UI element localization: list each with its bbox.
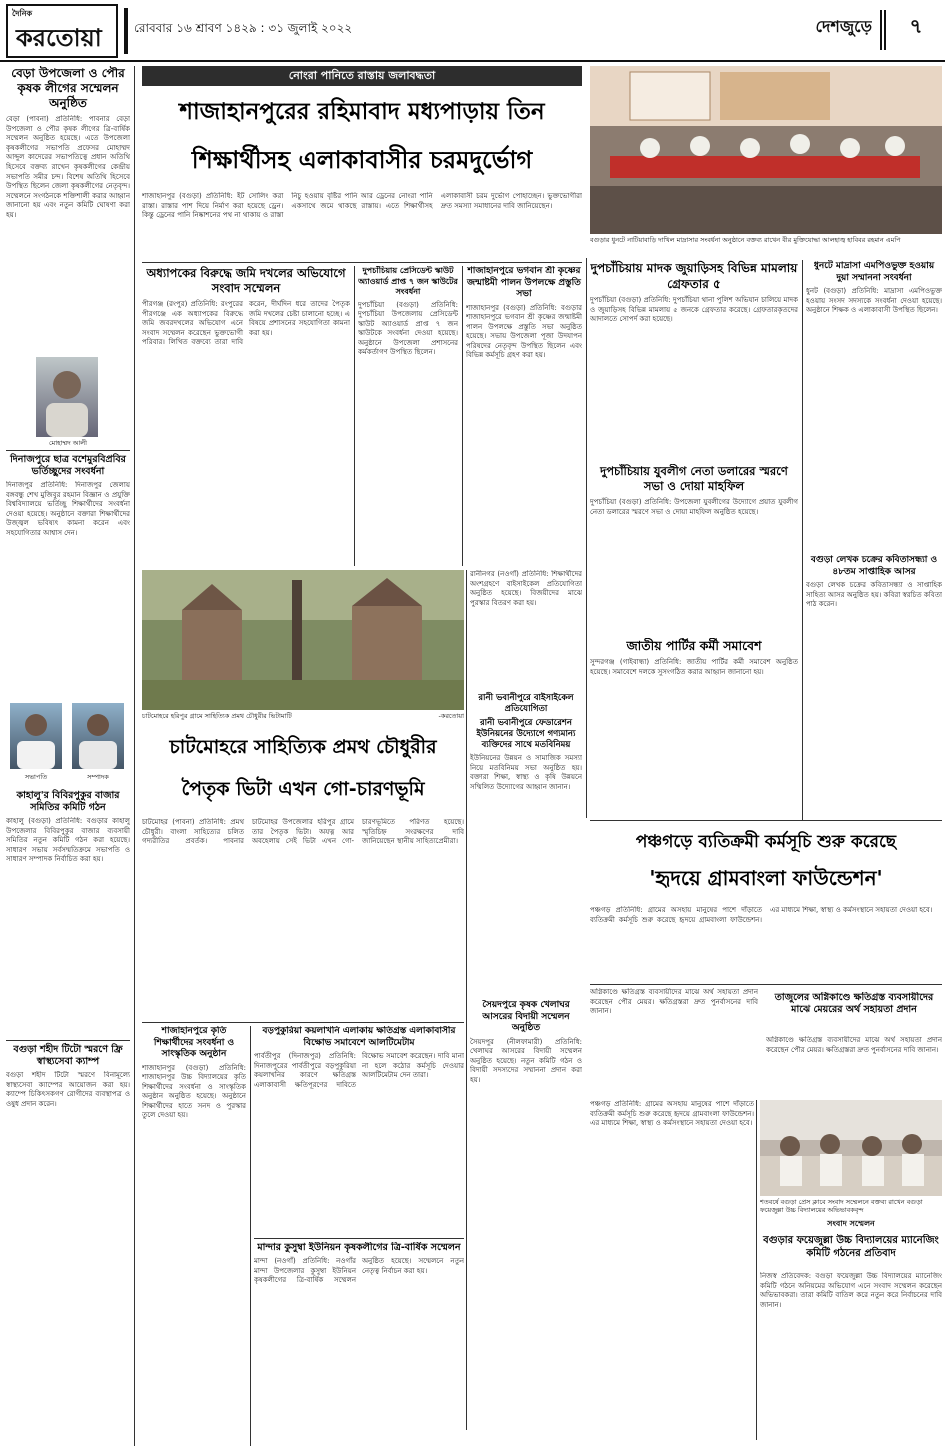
article-fire-aid xyxy=(590,988,942,1096)
body-syedpur: সৈয়দপুর (নীলফামারী) প্রতিনিধি: খেলাঘর আসরের বিদায়ী সম্মেলন অনুষ্ঠিত হয়েছে। নতুন কমিটি গঠন ও বিদায়ী সদস্যদের সম্মাননা প্রদান করা হয়। xyxy=(470,1037,582,1084)
feature-title-line1: চাটমোহরে সাহিত্যিক প্রমথ চৌধুরীর xyxy=(169,736,437,758)
body-kusumba: মান্দা (নওগাঁ) প্রতিনিধি: নওগাঁর মান্দা উপজেলার কুসুম্বা ইউনিয়ন কৃষকলীগের ত্রি-বার্ষিক সম্মেলন অনুষ্ঠিত হয়েছে। সম্মেলনে নতুন নেতৃত্ব নির্বাচন করা হয়। xyxy=(254,1257,464,1285)
feature-body: চাটমোহর (পাবনা) প্রতিনিধি: প্রমথ চৌধুরী। বাংলা সাহিত্যের চলিত গদ্যরীতির প্রবর্তক। পাবনার চাটমোহর উপজেলার হরিপুর গ্রামে তার পৈতৃক ভিটা। অযত্ন আর অবহেলায় সেই ভিটা এখন গো-চারণভূমিতে পরিণত হয়েছে। স্মৃতিচিহ্ন সংরক্ষণের দাবি জানিয়েছেন স্থানীয় সাহিত্যপ্রেমীরা। xyxy=(142,818,464,846)
feature-title-line2: পৈতৃক ভিটা এখন গো-চারণভূমি xyxy=(181,778,425,800)
headline-cycle: রানী ভবানীপুরে বাইসাইকেল প্রতিযোগিতা xyxy=(478,693,574,714)
article-syedpur xyxy=(470,1000,582,1200)
headline-arrest: দুপচাঁচিয়ায় মাদক জুয়াড়িসহ বিভিন্ন মামলায় গ্রেফতার ৫ xyxy=(590,261,798,291)
article-professor xyxy=(142,266,350,566)
left-column xyxy=(6,66,130,1448)
body-tito-camp: বগুড়া শহীদ টিটো স্মরণে বিনামূল্যে স্বাস্থ্যসেবা ক্যাম্পের আয়োজন করা হয়। ক্যাম্পে চিকিৎসকগণ রোগীদের ব্যবস্থাপত্র ও ওষুধ প্রদান করেন। xyxy=(6,1071,130,1108)
column-rule xyxy=(466,570,467,1430)
article-kusumba xyxy=(254,1242,464,1446)
headline-kahalu: কাহালু'র বিবিরপুকুর বাজার সমিতির কমিটি গঠন xyxy=(16,790,120,813)
lead-kicker xyxy=(142,66,582,86)
divider xyxy=(142,1022,464,1023)
feature-title-box xyxy=(142,726,464,812)
headline-janmashtami: শাজাহানপুরে ভগবান শ্রী কৃষ্ণের জন্মাষ্টমী পালন উপলক্ষে প্রস্তুতি সভা xyxy=(467,266,581,299)
article-janmashtami xyxy=(466,266,582,566)
photo-madrasa-reception xyxy=(590,66,942,234)
photo-pramatha-ruins xyxy=(142,570,464,710)
masthead-rule-right xyxy=(880,10,886,50)
article-cycle xyxy=(470,570,582,990)
article-meritorious xyxy=(142,1026,246,1446)
article-coal-mine xyxy=(254,1026,464,1236)
body-kahalu: কাহালু (বগুড়া) প্রতিনিধি: বগুড়ার কাহালু উপজেলার বিবিরপুকুর বাজার ব্যবসায়ী সমিতির নতুন কমিটি গঠন করা হয়েছে। সাধারণ সভায় সর্বসম্মতিক্রমে সভাপতি ও সাধারণ সম্পাদক নির্বাচিত করা হয়। xyxy=(6,817,130,864)
kicker-press xyxy=(760,1218,942,1232)
column-rule xyxy=(134,66,135,1446)
masthead-date: রোববার ১৬ শ্রাবণ ১৪২৯ : ৩১ জুলাই ২০২২ xyxy=(134,21,353,35)
headline-fire-aid: তাজুলের অগ্নিকাণ্ডে ক্ষতিগ্রস্ত ব্যবসায়ীদের মাঝে মেয়রের অর্থ সহায়তা প্রদান xyxy=(774,992,934,1015)
headline-foyezullah: বগুড়ার ফয়েজুল্লা উচ্চ বিদ্যালয়ের ম্যানেজিং কমিটি গঠনের প্রতিবাদ xyxy=(763,1235,939,1259)
lead-title-line2: শিক্ষার্থীসহ এলাকাবাসীর চরমদুর্ভোগ xyxy=(191,146,533,174)
headline-kusumba: মান্দার কুসুম্বা ইউনিয়ন কৃষকলীগের ত্রি-বার্ষিক সম্মেলন xyxy=(257,1242,461,1253)
body-beda: বেড়া (পাবনা) প্রতিনিধি: পাবনার বেড়া উপজেলা ও পৌর কৃষক লীগের ত্রি-বার্ষিক সম্মেলন অনুষ্ঠিত হয়েছে। এতে উপজেলা কৃষকলীগের সভাপতি প্রফেসর মোহাম্মদ আব্দুল কাদেরের সভাপতিত্বে প্রধান অতিথি হিসেবে বক্তব্য রাখেন কৃষকলীগের কেন্দ্রীয় সভাপতি সমীর চন্দ। বিশেষ অতিথি হিসেবে উপস্থিত ছিলেন জেলা কৃষকলীগের নেতৃবৃন্দ। সম্মেলনে সংগঠনকে শক্তিশালী করার আহ্বান জানানো হয় এবং নতুন কমিটি ঘোষণা করা হয়। xyxy=(6,115,130,219)
masthead-rule-top xyxy=(124,8,128,54)
lead-body: শাজাহানপুর (বগুড়া) প্রতিনিধি: ইট সোলিং করা রাস্তা। রাস্তার পাশ দিয়ে নির্মাণ করা হয়েছে ড্রেন। কিন্তু ড্রেনের পানি নিষ্কাশনের পথ না থাকায় ও রাস্তা নিচু হওয়ায় বৃষ্টির পানি আর ড্রেনের নোংরা পানি একসাথে জমে থাকছে রাস্তায়। এতে শিক্ষার্থীসহ এলাকাবাসী চরম দুর্ভোগ পোহাচ্ছেন। ভুক্তভোগীরা দ্রুত সমস্যা সমাধানের দাবি জানিয়েছেন। xyxy=(142,192,582,220)
portrait-pair xyxy=(6,703,130,787)
divider xyxy=(6,450,130,451)
article-arrest xyxy=(590,260,798,460)
photo-press-conference xyxy=(760,1100,942,1196)
photo-press-caption: শতবর্ষে বগুড়া প্রেস ক্লাবে সংবাদ সম্মেলনে বক্তব্য রাখেন বগুড়া ফয়েজুল্লা উচ্চ বিদ্যালয়ের অভিভাবকবৃন্দ xyxy=(760,1198,923,1214)
banner-line1: পঞ্চগড়ে ব্যতিক্রমী কর্মসূচি শুরু করেছে xyxy=(635,832,897,852)
divider xyxy=(590,984,942,985)
divider xyxy=(254,1238,464,1239)
divider xyxy=(590,820,942,821)
body-lekhok-chokro: বগুড়া লেখক চক্রের কবিতাসন্ধ্যা ও সাপ্তাহিক সাহিত্য আসর অনুষ্ঠিত হয়। কবিরা স্বরচিত কবিতা পাঠ করেন। xyxy=(806,581,942,609)
column-rule xyxy=(586,258,587,818)
logo xyxy=(6,4,118,58)
body-professor: পীরগঞ্জ (রংপুর) প্রতিনিধি: রংপুরের পীরগঞ্জে এক অধ্যাপকের বিরুদ্ধে জমি জবরদখলের অভিযোগ এনে সংবাদ সম্মেলন করেছেন ভুক্তভোগী পরিবার। লিখিত বক্তব্যে তারা দাবি করেন, দীর্ঘদিন ধরে তাদের পৈতৃক জমি দখলের চেষ্টা চালানো হচ্ছে। এ বিষয়ে প্রশাসনের সহযোগিতা কামনা করা হয়। xyxy=(142,300,350,347)
kicker-press-text: সংবাদ সম্মেলন xyxy=(827,1219,875,1228)
logo-small: দৈনিক xyxy=(12,9,33,18)
body-federation: ইউনিয়নের উন্নয়ন ও সামাজিক সমস্যা নিয়ে মতবিনিময় সভা অনুষ্ঠিত হয়। বক্তারা শিক্ষা, স্বাস্থ্য ও কৃষি উন্নয়নে সম্মিলিত উদ্যোগের আহ্বান জানান। xyxy=(470,754,582,791)
headline-beda: বেড়া উপজেলা ও পৌর কৃষক লীগের সম্মেলন অনুষ্ঠিত xyxy=(11,66,125,110)
article-jubo-league xyxy=(590,464,798,634)
headline-federation: রানী ভবানীপুরে ফেডারেশন ইউনিয়নের উদ্যোগে গণ্যমান্য ব্যক্তিদের সাথে মতবিনিময় xyxy=(476,718,576,750)
divider xyxy=(6,1040,130,1041)
body-fire-aid-2: অগ্নিকাণ্ডে ক্ষতিগ্রস্ত ব্যবসায়ীদের মাঝে অর্থ সহায়তা প্রদান করেছেন পৌর মেয়র। ক্ষতিগ্রস্তরা দ্রুত পুনর্বাসনের দাবি জানান। xyxy=(766,1036,942,1054)
article-scout xyxy=(358,266,458,566)
photo-secretary xyxy=(72,703,124,769)
headline-professor: অধ্যাপকের বিরুদ্ধে জমি দখলের অভিযোগে সংবাদ সম্মেলন xyxy=(146,266,346,295)
article-jatiya-party xyxy=(590,638,798,816)
photo-mid-caption: চাটমোহরে হরিপুর গ্রামে সাহিত্যিক প্রমথ চৌধুরীর ভিটামাটি xyxy=(142,712,292,720)
column-rule xyxy=(756,1100,757,1440)
body-dinajpur: দিনাজপুর প্রতিনিধি: দিনাজপুর জেলায় বঙ্গবন্ধু শেখ মুজিবুর রহমান বিজ্ঞান ও প্রযুক্তি বিশ্ববিদ্যালয়ে ভর্তিচ্ছু শিক্ষার্থীদের সংবর্ধনা দেওয়া হয়েছে। অনুষ্ঠানে বক্তারা শিক্ষার্থীদের উজ্জ্বল ভবিষ্যৎ কামনা করেন এবং সহযোগিতার আশ্বাস দেন। xyxy=(6,481,130,537)
body-scout: দুপচাঁচিয়া (বগুড়া) প্রতিনিধি: দুপচাঁচিয়া উপজেলায় প্রেসিডেন্ট স্কাউট অ্যাওয়ার্ড প্রাপ্ত ৭ জন স্কাউটকে সংবর্ধনা দেওয়া হয়েছে। অনুষ্ঠানে উপজেলা প্রশাসনের কর্মকর্তাগণ উপস্থিত ছিলেন। xyxy=(358,300,458,357)
body-coal-mine: পার্বতীপুর (দিনাজপুর) প্রতিনিধি: দিনাজপুরের পার্বতীপুরে বড়পুকুরিয়া কয়লাখনির কারণে ক্ষতিগ্রস্ত এলাকাবাসী ক্ষতিপূরণের দাবিতে বিক্ষোভ সমাবেশ করেছেন। দাবি মানা না হলে কঠোর কর্মসূচি দেওয়ার আলটিমেটাম দেন তারা। xyxy=(254,1052,464,1089)
headline-meritorious: শাজাহানপুরে কৃতি শিক্ষার্থীদের সংবর্ধনা ও সাংস্কৃতিক অনুষ্ঠান xyxy=(153,1026,235,1059)
photo-top-caption: বগুড়ার ধুনটে নাটিয়াবাড়ি দাখিল মাদ্রাসার সংবর্ধনা অনুষ্ঠানে বক্তব্য রাখেন বীর মুক্তিযোদ্ধা আলহাজ্ব হাবিবর রহমান এমপি xyxy=(590,236,901,244)
lead-kicker-text: নোংরা পানিতে রাস্তায় জলাবদ্ধতা xyxy=(288,69,436,82)
body-cycle: রানীনগর (নওগাঁ) প্রতিনিধি: শিক্ষার্থীদের অংশগ্রহণে বাইসাইকেল প্রতিযোগিতা অনুষ্ঠিত হয়েছে। বিজয়ীদের মাঝে পুরস্কার বিতরণ করা হয়। xyxy=(470,570,582,607)
body-foyezullah: নিজস্ব প্রতিবেদক: বগুড়া ফয়েজুল্লা উচ্চ বিদ্যালয়ের ম্যানেজিং কমিটি গঠনে অনিয়মের অভিযোগ এনে সংবাদ সম্মেলন করেছেন অভিভাবকরা। তারা কমিটি বাতিল করে নতুন করে নির্বাচনের দাবি জানান। xyxy=(760,1272,942,1309)
body-jubo-league: দুপচাঁচিয়া (বগুড়া) প্রতিনিধি: উপজেলা যুবলীগের উদ্যোগে প্রয়াত যুবলীগ নেতা ডলারের স্মরণে সভা ও দোয়া মাহফিল অনুষ্ঠিত হয়েছে। xyxy=(590,498,798,516)
article-dhunat xyxy=(806,260,942,550)
headline-dinajpur: দিনাজপুরে ছাত্র বশেমুরবিপ্রবির ভর্তিচ্ছুদের সংবর্ধনা xyxy=(10,454,126,477)
headline-lekhok-chokro: বগুড়া লেখক চক্রের কবিতাসন্ধ্যা ও ৪৮তম সাপ্তাহিক আসর xyxy=(810,555,938,577)
article-lekhok-chokro xyxy=(806,554,942,814)
caption-president: সভাপতি xyxy=(24,773,48,781)
headline-coal-mine: বড়পুকুরিয়া কয়লাখনি এলাকায় ক্ষতিগ্রস্ত এলাকাবাসীর বিক্ষোভ সমাবেশে আলটিমেটাম xyxy=(262,1026,456,1048)
caption-secretary: সম্পাদক xyxy=(87,773,109,781)
photo-president xyxy=(10,703,62,769)
headline-scout: দুপচাঁচিয়ায় প্রেসিডেন্ট স্কাউট অ্যাওয়ার্ড প্রাপ্ত ৭ জন স্কাউটের সংবর্ধনা xyxy=(358,266,458,296)
body-jatiya-party: সুন্দরগঞ্জ (গাইবান্ধা) প্রতিনিধি: জাতীয় পার্টির কর্মী সমাবেশ অনুষ্ঠিত হয়েছে। সমাবেশে দলকে সুসংগঠিত করার আহ্বান জানানো হয়। xyxy=(590,658,798,676)
portrait-caption: মোহাম্মদ আলী xyxy=(48,439,88,447)
body-aid-continued: পঞ্চগড় প্রতিনিধি: গ্রামের অসহায় মানুষের পাশে দাঁড়াতে ব্যতিক্রমী কর্মসূচি শুরু করেছে হৃদয়ে গ্রামবাংলা ফাউন্ডেশন। এর মাধ্যমে শিক্ষা, স্বাস্থ্য ও কর্মসংস্থানে সহায়তা দেওয়া হবে। xyxy=(590,1100,754,1128)
banner-box xyxy=(590,824,942,902)
headline-tito-camp: বগুড়া শহীদ টিটো স্মরণে ফ্রি স্বাস্থ্যসেবা ক্যাম্প xyxy=(13,1044,123,1067)
lead-title-line1: শাজাহানপুরের রহিমাবাদ মধ্যপাড়ায় তিন xyxy=(179,99,545,125)
divider xyxy=(142,262,582,263)
page-number: ৭ xyxy=(909,14,923,38)
masthead-section: দেশজুড়ে xyxy=(815,17,872,36)
body-arrest: দুপচাঁচিয়া (বগুড়া) প্রতিনিধি: দুপচাঁচিয়া থানা পুলিশ অভিযান চালিয়ে মাদক ও জুয়াড়িসহ বিভিন্ন মামলায় ৫ জনকে গ্রেফতার করেছে। গ্রেফতারকৃতদের আদালতে সোপর্দ করা হয়েছে। xyxy=(590,296,798,324)
logo-main: করতোয়া xyxy=(16,24,102,52)
photo-portrait-mohammad-ali xyxy=(36,357,98,437)
body-janmashtami: শাজাহানপুর (বগুড়া) প্রতিনিধি: বগুড়ার শাজাহানপুরে ভগবান শ্রী কৃষ্ণের জন্মাষ্টমী পালন উপলক্ষে প্রস্তুতি সভা অনুষ্ঠিত হয়েছে। সভায় উপজেলা পূজা উদযাপন পরিষদের নেতৃবৃন্দ উপস্থিত ছিলেন এবং বিভিন্ন কর্মসূচি গ্রহণ করা হয়। xyxy=(466,303,582,360)
headline-dhunat: ধুনটে মাদ্রাসা এমপিওভুক্ত হওয়ায় দুয়া সম্মাননা সংবর্ধনা xyxy=(813,261,935,283)
headline-jatiya-party: জাতীয় পার্টির কর্মী সমাবেশ xyxy=(626,638,762,653)
body-meritorious: শাজাহানপুর (বগুড়া) প্রতিনিধি: শাজাহানপুর উচ্চ বিদ্যালয়ের কৃতি শিক্ষার্থীদের সংবর্ধনা ও সাংস্কৃতিক অনুষ্ঠান অনুষ্ঠিত হয়েছে। অনুষ্ঠানে শিক্ষার্থীদের হাতে সনদ ও পুরস্কার তুলে দেওয়া হয়। xyxy=(142,1063,246,1120)
banner-body: পঞ্চগড় প্রতিনিধি: গ্রামের অসহায় মানুষের পাশে দাঁড়াতে ব্যতিক্রমী কর্মসূচি শুরু করেছে হৃদয়ে গ্রামবাংলা ফাউন্ডেশন। এর মাধ্যমে শিক্ষা, স্বাস্থ্য ও কর্মসংস্থানে সহায়তা দেওয়া হবে। xyxy=(590,906,933,924)
column-rule xyxy=(354,266,355,566)
photo-mid-credit: -করতোয়া xyxy=(438,712,464,720)
body-fire-aid: অগ্নিকাণ্ডে ক্ষতিগ্রস্ত ব্যবসায়ীদের মাঝে অর্থ সহায়তা প্রদান করেছেন পৌর মেয়র। ক্ষতিগ্রস্তরা দ্রুত পুনর্বাসনের দাবি জানান। xyxy=(590,988,758,1016)
masthead-bottom-rule xyxy=(0,60,945,62)
banner-line2: 'হৃদয়ে গ্রামবাংলা ফাউন্ডেশন' xyxy=(649,866,883,890)
body-dhunat: ধুনট (বগুড়া) প্রতিনিধি: মাদ্রাসা এমপিওভুক্ত হওয়ায় সংসদ সদস্যকে সংবর্ধনা দেওয়া হয়েছে। অনুষ্ঠানে শিক্ষক ও এলাকাবাসী উপস্থিত ছিলেন। xyxy=(806,287,942,315)
masthead xyxy=(0,0,945,62)
headline-syedpur: সৈয়দপুরে কৃষক খেলাঘর আসরের বিদায়ী সম্মেলন অনুষ্ঠিত xyxy=(482,1000,570,1033)
column-rule xyxy=(462,266,463,566)
column-rule xyxy=(250,1026,251,1446)
headline-jubo-league: দুপচাঁচিয়ায় যুবলীগ নেতা ডলারের স্মরণে সভা ও দোয়া মাহফিল xyxy=(600,464,788,493)
column-rule xyxy=(802,260,803,820)
